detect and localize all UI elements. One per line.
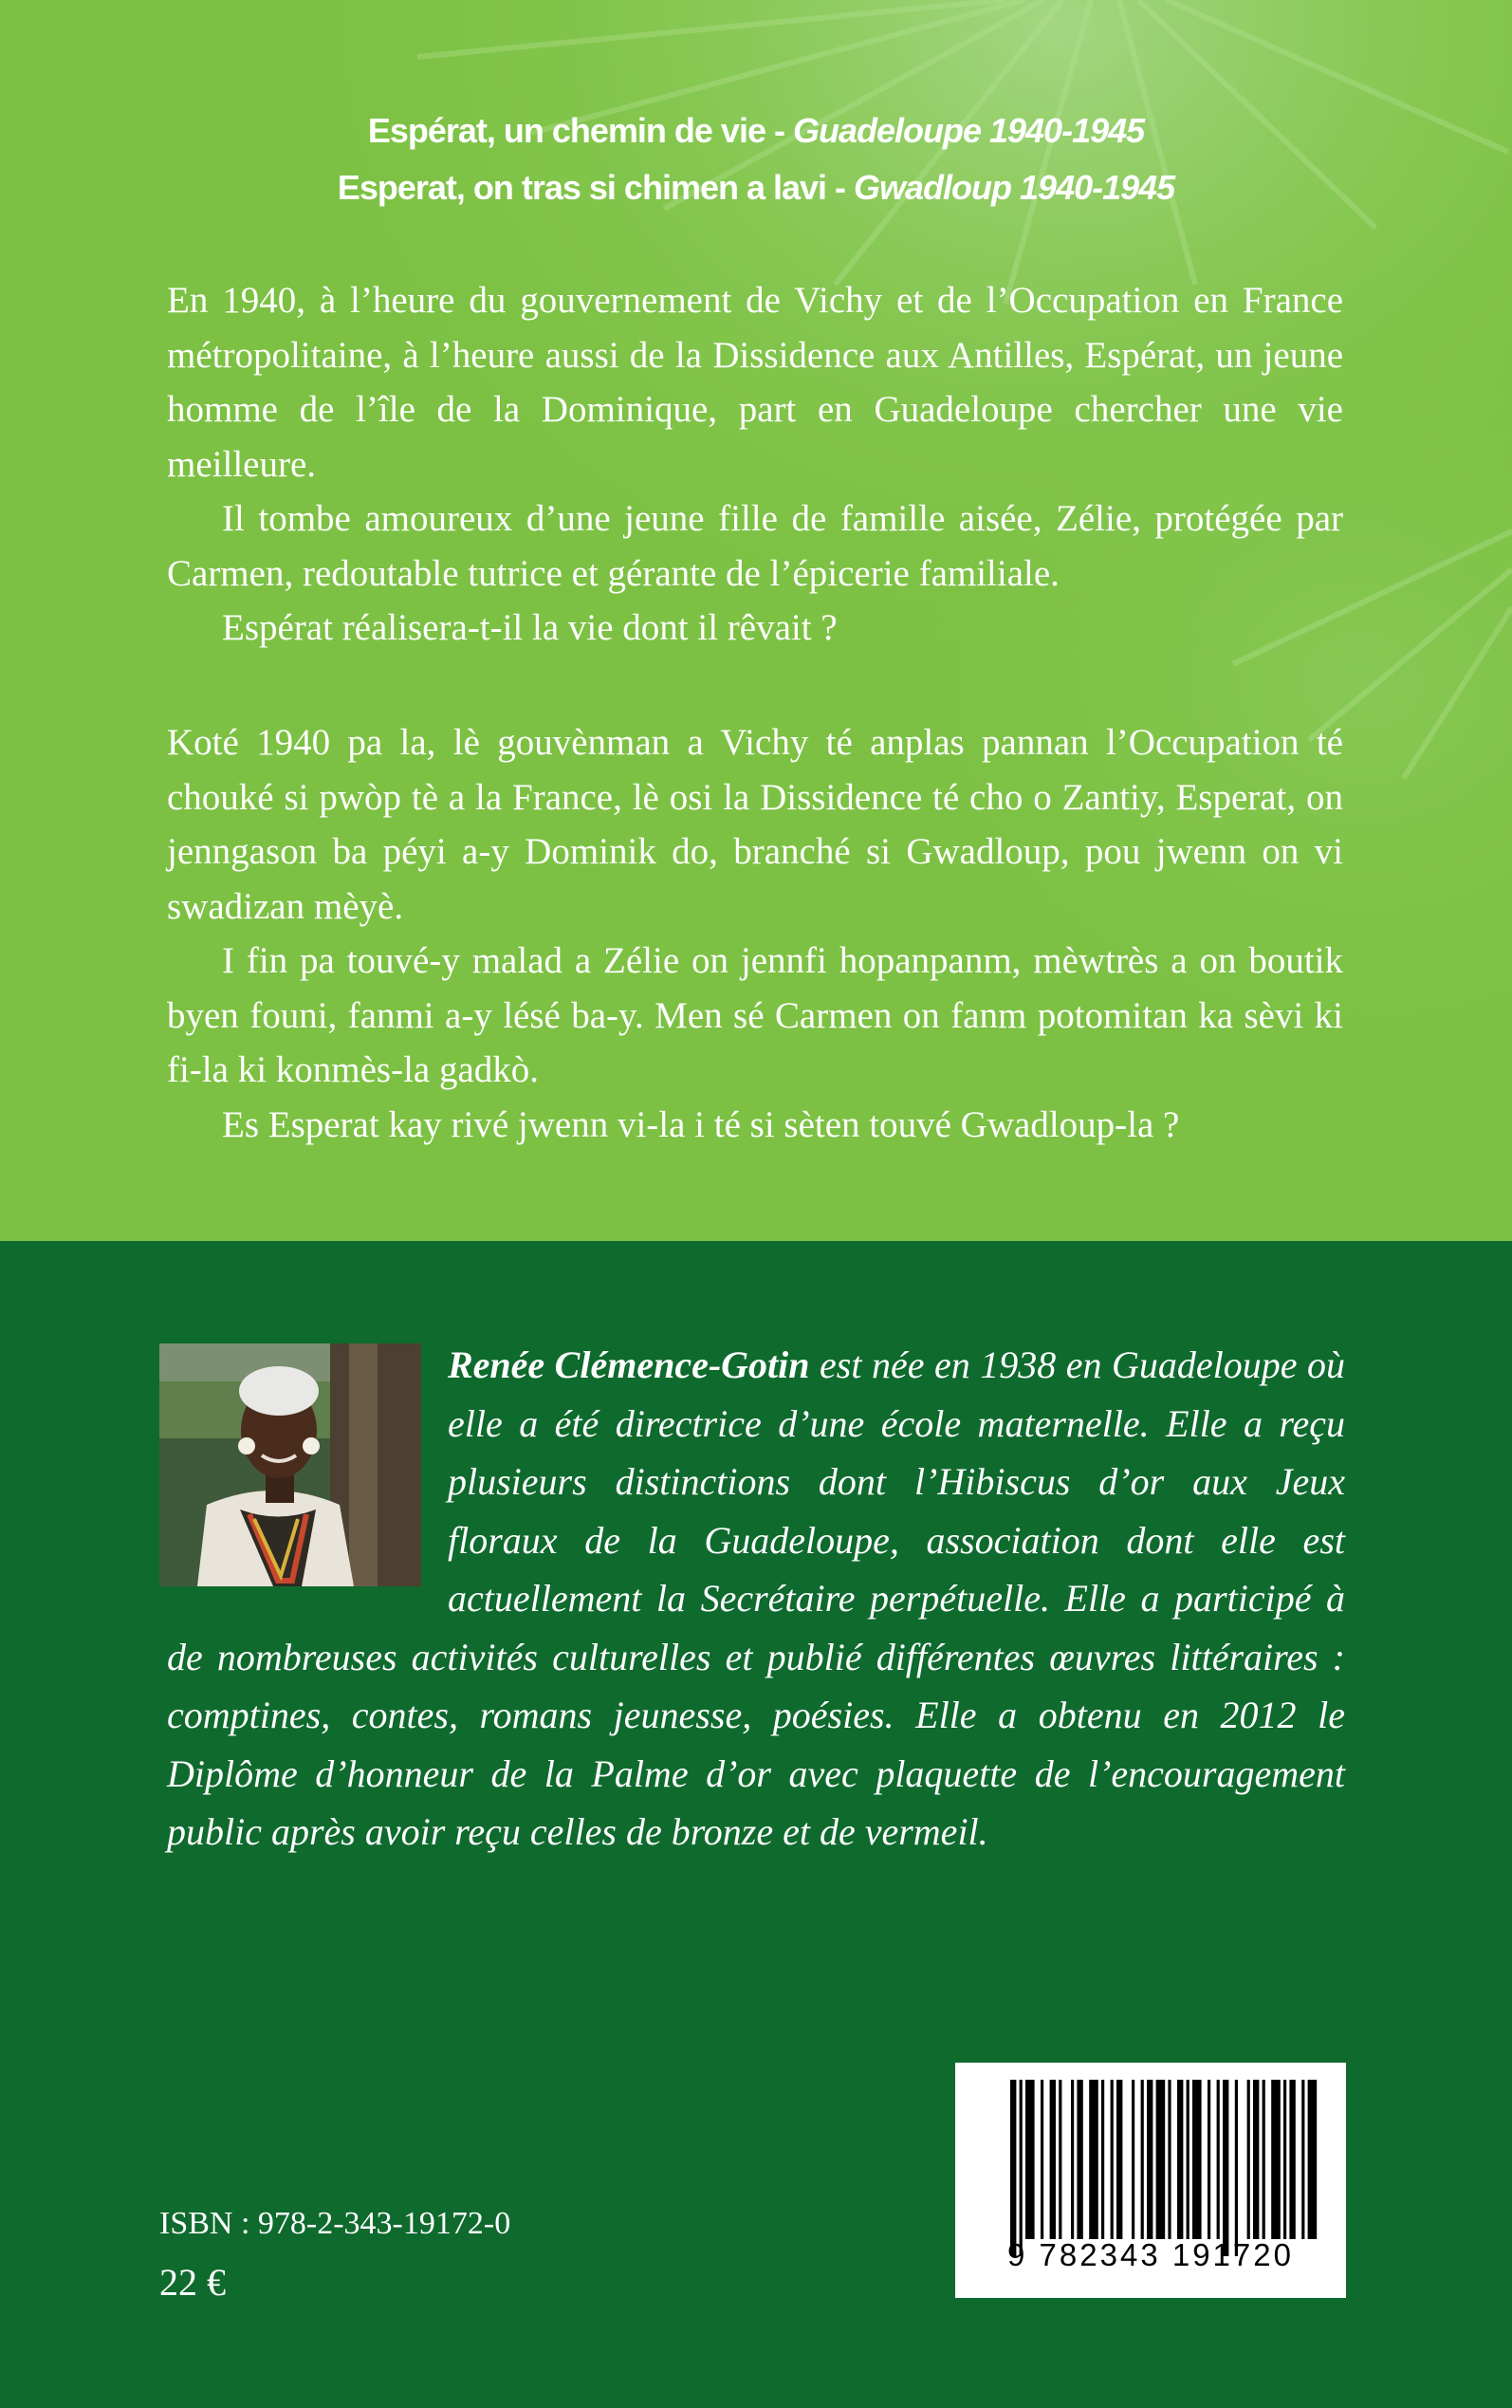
barcode-bar <box>1208 2080 1210 2239</box>
author-name: Renée Clémence-Gotin <box>448 1343 810 1386</box>
creole-paragraph-1: Koté 1940 pa la, lè gouvènman a Vichy té anplas pannan l’Occupation té chouké si pwòp tè a la France, lè osi la Dissidence té cho o Zantiy, Esperat, on jenngason ba péyi a-y Dominik do, branché si Gwadloup, pou jwenn on vi swadizan mèyè. <box>167 722 1343 927</box>
barcode-bar <box>1101 2080 1104 2239</box>
barcode-bar <box>1253 2080 1259 2239</box>
barcode-bar <box>1168 2080 1171 2239</box>
barcode-bar <box>1247 2080 1250 2239</box>
barcode-bar <box>1263 2080 1265 2239</box>
author-bio-text: est née en 1938 en Guadeloupe où elle a été directrice d’une école maternelle. Elle a reçu plusieurs distinctions dont l’Hibiscus d’or aux Jeux floraux de la Guadeloupe, association dont elle est actuellement la Secrétaire perpétuelle. Elle a participé à de nombreuses activités culturelles et publié différentes œuvres littéraires : comptines, contes, romans jeunesse, poésies. Elle a obtenu en 2012 le Diplôme d’honneur de la Palme d’or avec plaquette de l’encouragement public après avoir reçu celles de bronze et de vermeil. <box>167 1343 1345 1853</box>
barcode-bar <box>1111 2080 1114 2239</box>
barcode-bar <box>1283 2080 1286 2239</box>
barcode <box>955 2063 1346 2298</box>
barcode-bar <box>1089 2080 1098 2239</box>
barcode-digits: 9 782343 191720 <box>1007 2237 1294 2272</box>
barcode-bar <box>1141 2080 1144 2239</box>
barcode-bar <box>1116 2080 1122 2239</box>
barcode-bar <box>1156 2080 1166 2239</box>
creole-paragraph-3: Es Esperat kay rivé jwenn vi-la i té si sèten touvé Gwadloup-la ? <box>222 1103 1180 1145</box>
barcode-bar <box>1217 2080 1220 2239</box>
isbn-text: ISBN : 978-2-343-19172-0 <box>159 2206 511 2241</box>
barcode-bar <box>1020 2080 1023 2256</box>
barcode-bar <box>1010 2080 1016 2256</box>
barcode-bar <box>1177 2080 1183 2239</box>
barcode-bar <box>1077 2080 1082 2239</box>
creole-paragraph-2: I fin pa touvé-y malad a Zélie on jennfi hopanpanm, mèwtrès a on boutik byen founi, fanmi a-y lésé ba-y. Men sé Carmen on fanm potomitan ka sèvi ki fi-la ki konmès-la gadkò. <box>167 940 1343 1090</box>
author-bio <box>167 1336 1345 1862</box>
title-block <box>0 102 1512 216</box>
title-french: Espérat, un chemin de vie - Guadeloupe 1940-1945 <box>367 111 1145 150</box>
barcode-bar <box>1025 2080 1035 2239</box>
barcode-bar <box>1147 2080 1152 2239</box>
title-creole: Esperat, on tras si chimen a lavi - Gwadloup 1940-1945 <box>337 168 1175 207</box>
price-text: 22 € <box>159 2261 226 2304</box>
barcode-bar <box>1235 2080 1238 2256</box>
barcode-bar <box>1132 2080 1134 2239</box>
french-paragraph-3: Espérat réalisera-t-il la vie dont il rêvait ? <box>222 607 838 648</box>
barcode-bar <box>1289 2080 1295 2239</box>
french-summary <box>167 273 1343 656</box>
barcode-bar <box>1071 2080 1074 2239</box>
french-paragraph-1: En 1940, à l’heure du gouvernement de Vichy et de l’Occupation en France métropolitaine, à l’heure aussi de la Dissidence aux Antilles, Espérat, un jeune homme de l’île de la Dominique, part en Guadeloupe chercher une vie meilleure. <box>167 280 1343 485</box>
barcode-bar <box>1059 2080 1061 2239</box>
barcode-bar <box>1308 2080 1318 2239</box>
french-paragraph-2: Il tombe amoureux d’une jeune fille de famille aisée, Zélie, protégée par Carmen, redoutable tutrice et gérante de l’épicerie familiale. <box>167 498 1343 594</box>
barcode-bar <box>1271 2080 1281 2239</box>
barcode-bar <box>1192 2080 1202 2239</box>
barcode-bar <box>1050 2080 1056 2239</box>
barcode-bar <box>1187 2080 1189 2239</box>
barcode-bar <box>1041 2080 1043 2239</box>
barcode-bar <box>1301 2080 1304 2239</box>
barcode-bar <box>1223 2080 1228 2256</box>
creole-summary <box>167 715 1343 1152</box>
photo-spacer <box>167 1336 448 1624</box>
